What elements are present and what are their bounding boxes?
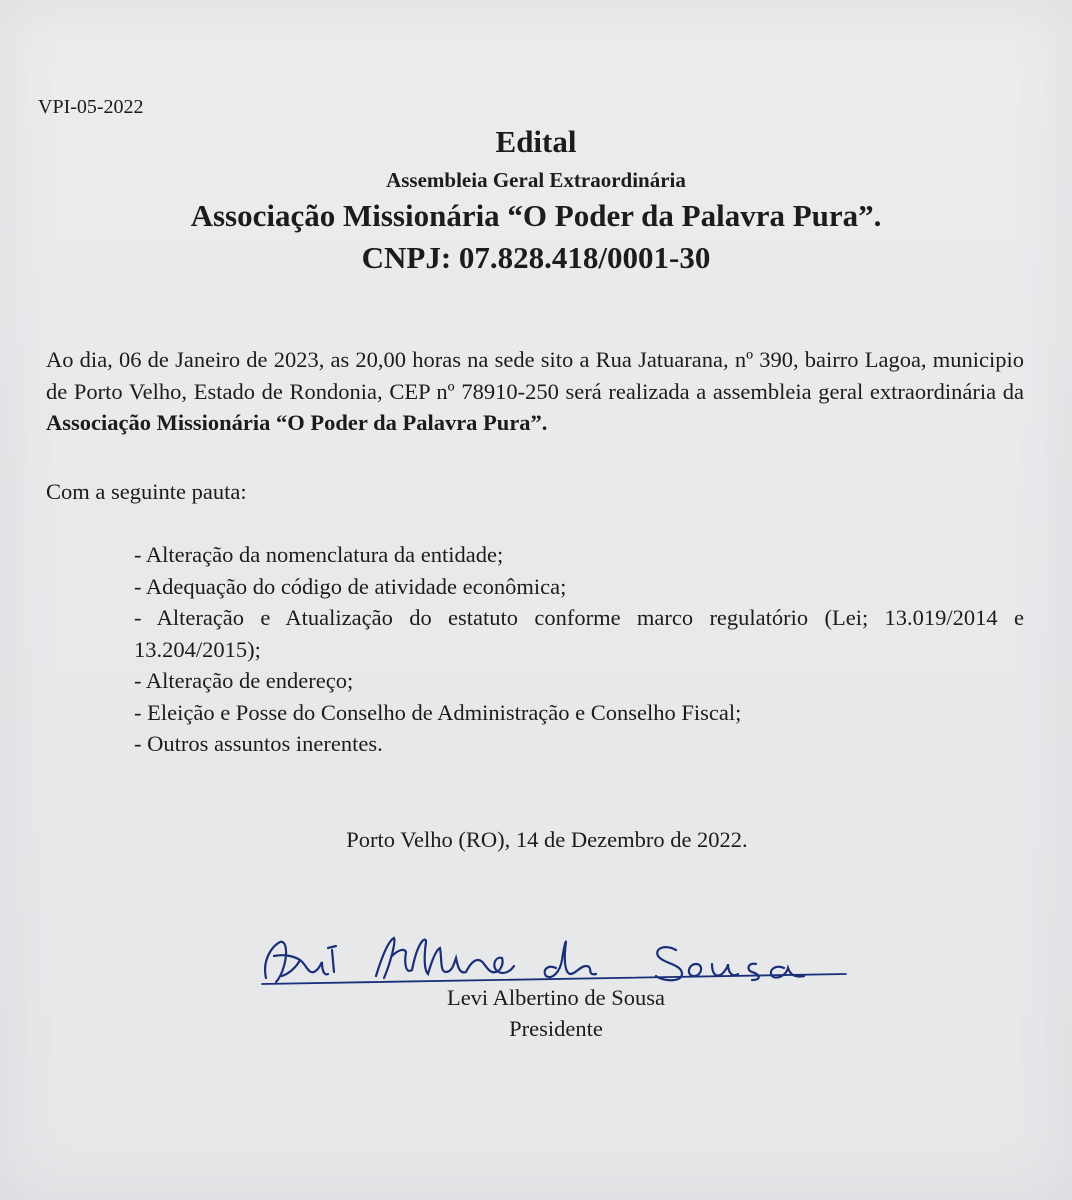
signer-name: Levi Albertino de Sousa <box>446 985 666 1010</box>
agenda-list <box>134 539 1024 760</box>
document-subtitle: Assembleia Geral Extraordinária <box>386 168 686 192</box>
agenda-item: - Alteração de endereço; <box>134 668 354 693</box>
organization-name: Associação Missionária “O Poder da Palavra Pura”. <box>190 198 882 233</box>
document-title: Edital <box>495 124 577 159</box>
signer-role: Presidente <box>509 1016 603 1041</box>
agenda-item: - Alteração da nomenclatura da entidade; <box>134 542 504 567</box>
agenda-item: - Outros assuntos inerentes. <box>134 731 383 756</box>
document-reference: VPI-05-2022 <box>38 96 144 118</box>
notice-organization-bold: Associação Missionária “O Poder da Palavra Pura”. <box>46 410 548 435</box>
notice-text: Ao dia, 06 de Janeiro de 2023, as 20,00 horas na sede sito a Rua Jatuarana, nº 390, bairro Lagoa, municipio de Porto Velho, Estado de Rondonia, CEP nº 78910-250 será realizada a assembleia geral extraordinária da <box>46 347 1024 404</box>
organization-cnpj: CNPJ: 07.828.418/0001-30 <box>361 240 711 275</box>
place-and-date: Porto Velho (RO), 14 de Dezembro de 2022. <box>346 827 748 852</box>
notice-paragraph <box>46 344 1024 439</box>
agenda-item: - Eleição e Posse do Conselho de Administração e Conselho Fiscal; <box>134 699 742 725</box>
agenda-item: - Adequação do código de atividade econômica; <box>134 573 567 599</box>
agenda-item: - Alteração e Atualização do estatuto conforme marco regulatório (Lei; 13.019/2014 e 13.204/2015); <box>134 605 1024 662</box>
agenda-intro: Com a seguinte pauta: <box>46 479 247 504</box>
